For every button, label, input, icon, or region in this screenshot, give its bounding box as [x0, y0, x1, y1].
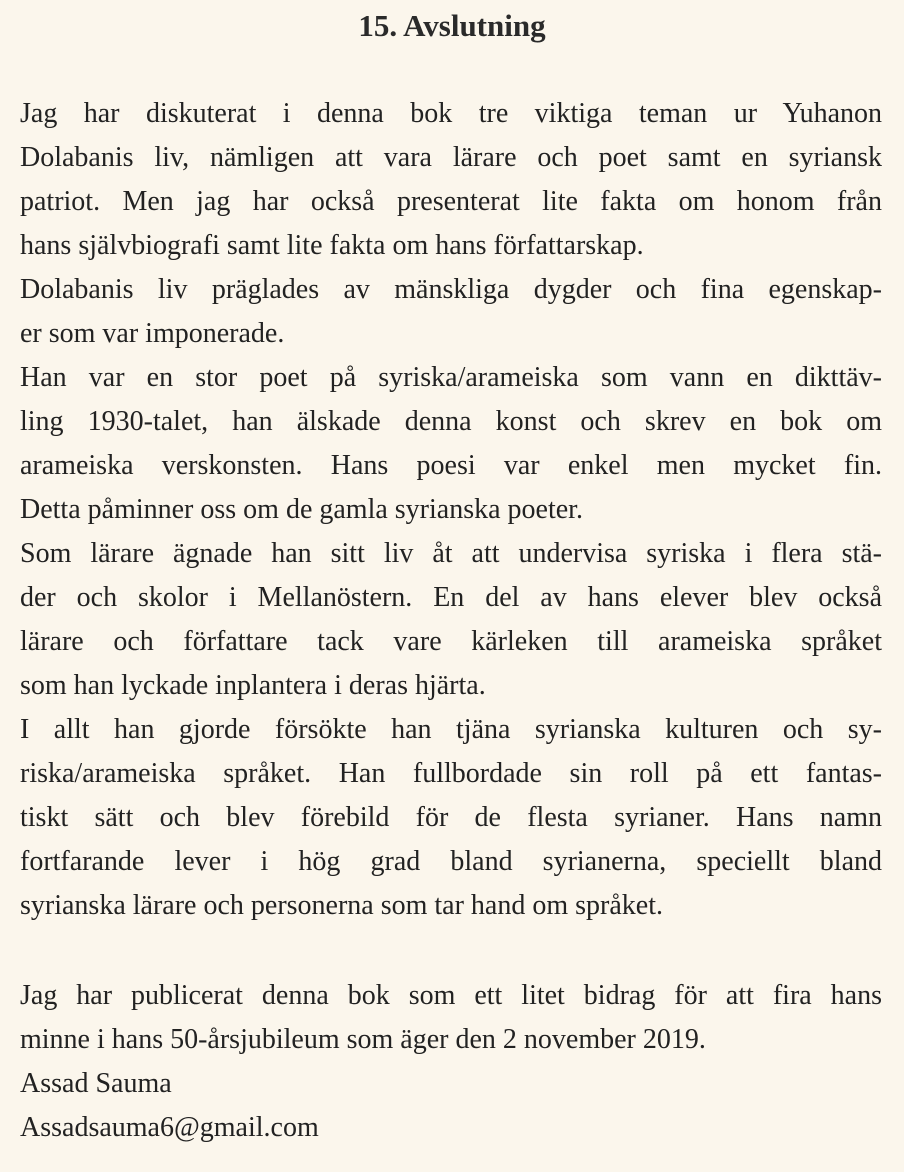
- text-line: arameiska verskonsten. Hans poesi var enkel men mycket fin.: [20, 450, 882, 481]
- text-line: som han lyckade inplantera i deras hjärta.: [20, 670, 486, 701]
- text-line: riska/arameiska språket. Han fullbordade sin roll på ett fantas-: [20, 758, 882, 789]
- text-line: Jag har diskuterat i denna bok tre viktiga teman ur Yuhanon: [20, 98, 882, 129]
- text-line: fortfarande lever i hög grad bland syrianerna, speciellt bland: [20, 846, 882, 877]
- text-line: Jag har publicerat denna bok som ett litet bidrag för att fira hans: [20, 980, 882, 1011]
- text-line: patriot. Men jag har också presenterat lite fakta om honom från: [20, 186, 882, 217]
- text-line: er som var imponerade.: [20, 318, 285, 349]
- text-line: Han var en stor poet på syriska/arameiska som vann en dikttäv-: [20, 362, 882, 393]
- text-line: syrianska lärare och personerna som tar hand om språket.: [20, 890, 663, 921]
- author-name: Assad Sauma: [20, 1068, 172, 1099]
- text-line: tiskt sätt och blev förebild för de flesta syrianer. Hans namn: [20, 802, 882, 833]
- author-email: Assadsauma6@gmail.com: [20, 1112, 319, 1143]
- text-line: Detta påminner oss om de gamla syrianska poeter.: [20, 494, 583, 525]
- text-line: hans självbiografi samt lite fakta om hans författarskap.: [20, 230, 644, 261]
- text-line: I allt han gjorde försökte han tjäna syrianska kulturen och sy-: [20, 714, 882, 745]
- chapter-title: 15. Avslutning: [358, 8, 546, 43]
- text-line: der och skolor i Mellanöstern. En del av hans elever blev också: [20, 582, 882, 613]
- text-line: Dolabanis liv, nämligen att vara lärare och poet samt en syriansk: [20, 142, 882, 173]
- text-line: Som lärare ägnade han sitt liv åt att undervisa syriska i flera stä-: [20, 538, 882, 569]
- text-line: ling 1930-talet, han älskade denna konst och skrev en bok om: [20, 406, 882, 437]
- text-line: Dolabanis liv präglades av mänskliga dygder och fina egenskap-: [20, 274, 882, 305]
- text-line: lärare och författare tack vare kärleken till arameiska språket: [20, 626, 882, 657]
- text-line: minne i hans 50-årsjubileum som äger den 2 november 2019.: [20, 1024, 706, 1055]
